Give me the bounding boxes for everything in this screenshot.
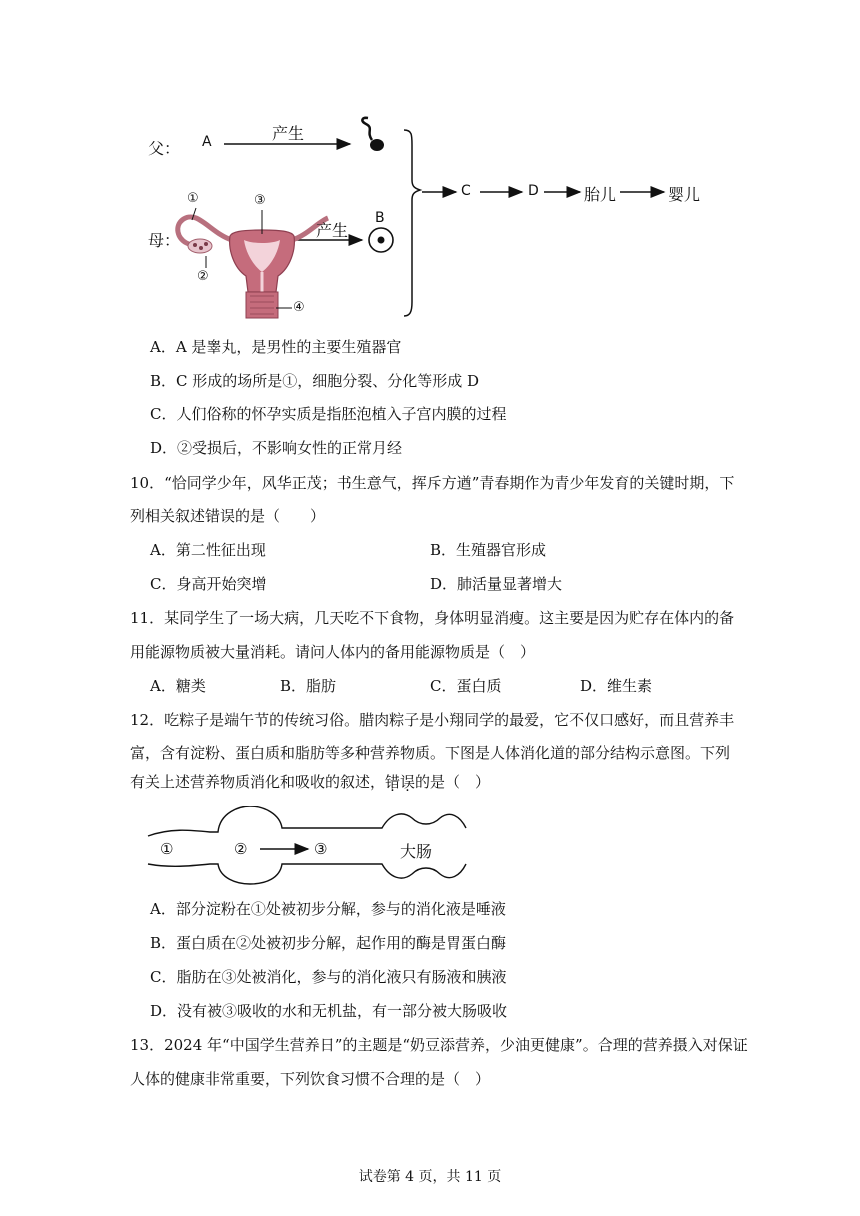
baby-label: 婴儿 — [668, 185, 701, 204]
sperm-icon — [362, 118, 384, 151]
q12-stem-line2: 富，含有淀粉、蛋白质和脂肪等多种营养物质。下图是人体消化道的部分结构示意图。下列 — [130, 744, 731, 762]
female-reproductive-system-illustration — [178, 208, 328, 318]
marker-3: ③ — [254, 193, 266, 208]
q10-option-c: C．身高开始突增 — [150, 575, 267, 593]
reproduction-diagram — [0, 0, 860, 330]
digestive-tract-diagram — [140, 806, 480, 886]
q9-option-a: A．A 是睾丸，是男性的主要生殖器官 — [150, 338, 402, 356]
fetus-label: 胎儿 — [584, 185, 617, 204]
q12-option-a: A．部分淀粉在①处被初步分解，参与的消化液是唾液 — [150, 900, 506, 918]
q10-option-b: B．生殖器官形成 — [430, 541, 547, 559]
father-label: 父： — [148, 139, 181, 158]
q10-stem-line2: 列相关叙述错误的是（ ） — [130, 507, 326, 525]
mother-label: 母： — [148, 231, 181, 250]
q12-stem-line3-pre: 有关上述营养物质消化和吸收的叙述， — [130, 773, 386, 791]
digestive-marker-3: ③ — [314, 840, 328, 858]
marker-4: ④ — [293, 300, 305, 315]
q12-stem-line3 — [130, 771, 490, 793]
reproduction-diagram-graphics — [0, 0, 860, 330]
q9-option-d: D．②受损后，不影响女性的正常月经 — [150, 439, 403, 457]
egg-cell-icon — [369, 228, 393, 252]
q12-emphasis-char-2: 误 — [400, 773, 416, 791]
q11-option-c: C．蛋白质 — [430, 677, 502, 695]
q13-stem-line2: 人体的健康非常重要，下列饮食习惯不合理的是（ ） — [130, 1070, 491, 1088]
digestive-marker-2: ② — [234, 840, 248, 858]
q12-stem-line3-post: 的是（ ） — [415, 773, 491, 791]
page-footer: 试卷第 4 页，共 11 页 — [358, 1169, 502, 1185]
digestive-marker-1: ① — [160, 840, 174, 858]
q12-option-c: C．脂肪在③处被消化，参与的消化液只有肠液和胰液 — [150, 968, 507, 986]
q10-option-d: D．肺活量显著增大 — [430, 575, 563, 593]
q10-option-a: A．第二性征出现 — [150, 541, 266, 559]
q11-stem-line2: 用能源物质被大量消耗。请问人体内的备用能源物质是（ ） — [130, 643, 536, 661]
q11-stem-line1: 11．某同学生了一场大病，几天吃不下食物，身体明显消瘦。这主要是因为贮存在体内的备 — [130, 609, 735, 627]
q12-option-d: D．没有被③吸收的水和无机盐，有一部分被大肠吸收 — [150, 1002, 508, 1020]
q11-option-a: A．糖类 — [150, 677, 206, 695]
q12-emphasis-char-1: 错 — [385, 773, 401, 791]
q9-option-b: B．C 形成的场所是①，细胞分裂、分化等形成 D — [150, 372, 480, 390]
q10-stem-line1: 10．“恰同学少年，风华正茂；书生意气，挥斥方遒”青春期作为青少年发育的关键时期，下 — [130, 474, 735, 492]
q12-stem-line1: 12．吃粽子是端午节的传统习俗。腊肉粽子是小翔同学的最爱，它不仅口感好，而且营养丰 — [130, 711, 735, 729]
label-B: B — [375, 210, 385, 226]
marker-1: ① — [187, 191, 199, 206]
label-D: D — [528, 183, 539, 199]
produce-label-father: 产生 — [272, 124, 305, 143]
q12-option-b: B．蛋白质在②处被初步分解，起作用的酶是胃蛋白酶 — [150, 934, 507, 952]
q11-option-b: B．脂肪 — [280, 677, 337, 695]
label-A: A — [202, 134, 212, 150]
marker-2: ② — [197, 269, 209, 284]
q11-option-d: D．维生素 — [580, 677, 653, 695]
produce-label-mother: 产生 — [316, 221, 349, 240]
q13-stem-line1: 13．2024 年“中国学生营养日”的主题是“奶豆添营养，少油更健康”。合理的营养摄入对保证 — [130, 1036, 748, 1054]
large-intestine-label: 大肠 — [400, 842, 433, 861]
q9-option-c: C．人们俗称的怀孕实质是指胚泡植入子宫内膜的过程 — [150, 405, 507, 423]
label-C: C — [461, 183, 471, 199]
